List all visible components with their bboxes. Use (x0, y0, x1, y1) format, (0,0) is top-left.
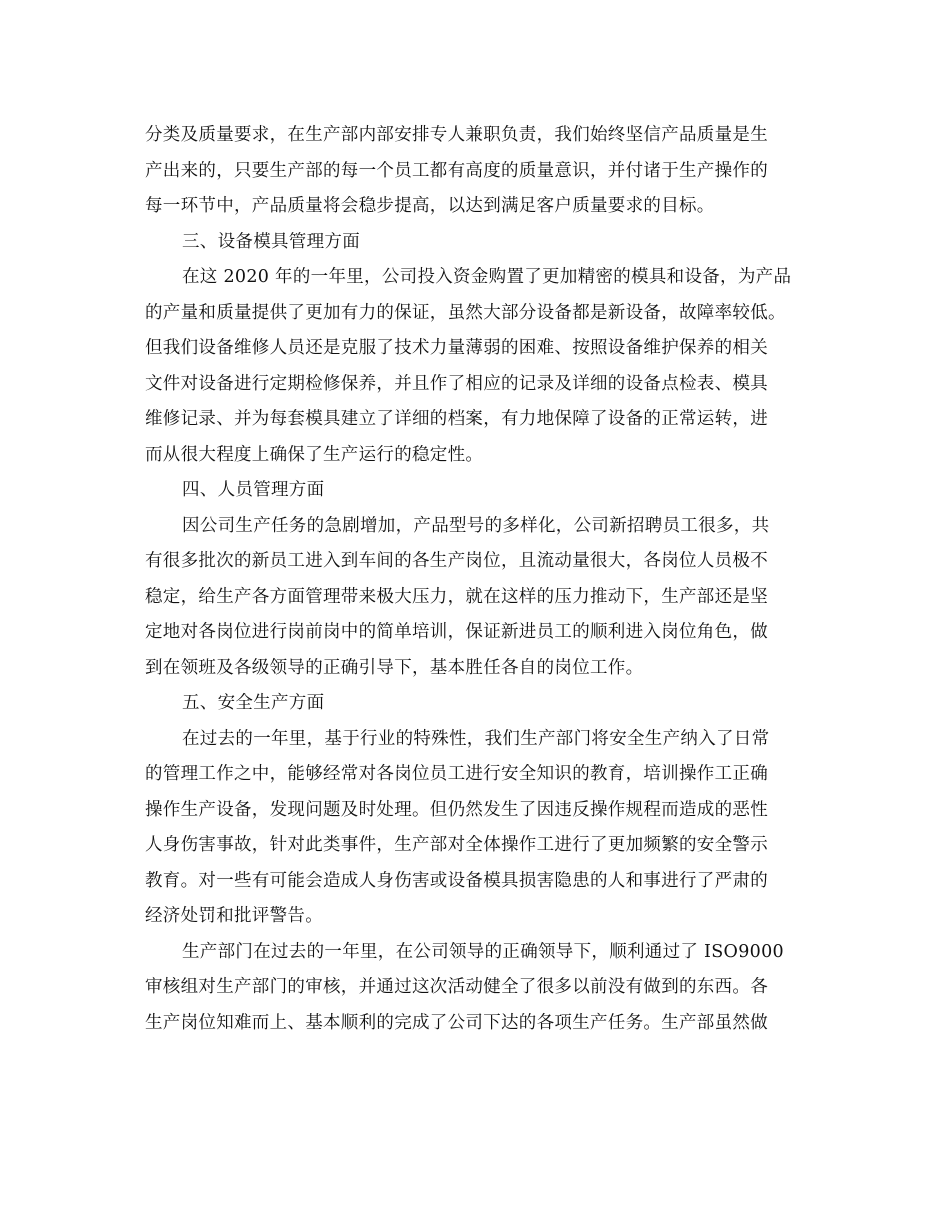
section-heading-safety (145, 686, 810, 722)
text-line: 每一环节中，产品质量将会稳步提高，以达到满足客户质量要求的目标。 (145, 196, 715, 216)
text-line: 审核组对生产部门的审核，并通过这次活动健全了很多以前没有做到的东西。各 (145, 977, 768, 997)
text-line: 维修记录、并为每套模具建立了详细的档案，有力地保障了设备的正常运转，进 (145, 409, 768, 429)
text-line: 生产岗位知难而上、基本顺利的完成了公司下达的各项生产任务。生产部虽然做 (145, 1012, 768, 1033)
text-line: 分类及质量要求，在生产部内部安排专人兼职负责，我们始终坚信产品质量是生 (145, 125, 768, 145)
text-line: 在过去的一年里，基于行业的特殊性，我们生产部门将安全生产纳入了日常 (182, 728, 770, 749)
section-heading-equipment (145, 225, 810, 261)
paragraph-quality-continuation (145, 118, 810, 225)
text-line: 产出来的，只要生产部的每一个员工都有高度的质量意识，并付诸于生产操作的 (145, 160, 768, 181)
text-line: 人身伤害事故，针对此类事件，生产部对全体操作工进行了更加频繁的安全警示 (145, 835, 768, 855)
text-line: 教育。对一些有可能会造成人身伤害或设备模具损害隐患的人和事进行了严肃的 (145, 870, 768, 891)
paragraph-equipment (145, 260, 810, 473)
section-heading-text: 四、人员管理方面 (182, 480, 325, 500)
text-line: 在这 2020 年的一年里，公司投入资金购置了更加精密的模具和设备，为产品 (182, 267, 792, 287)
document-body (145, 118, 810, 1041)
text-line: 因公司生产任务的急剧增加，产品型号的多样化，公司新招聘员工很多，共 (182, 515, 770, 536)
text-line: 稳定，给生产各方面管理带来极大压力，就在这样的压力推动下，生产部还是坚 (145, 586, 768, 607)
text-line: 的产量和质量提供了更加有力的保证，虽然大部分设备都是新设备，故障率较低。 (145, 302, 786, 323)
section-heading-text: 三、设备模具管理方面 (182, 231, 360, 252)
text-line: 经济处罚和批评警告。 (145, 906, 323, 926)
text-line: 但我们设备维修人员还是克服了技术力量薄弱的困难、按照设备维护保养的相关 (145, 338, 768, 358)
section-heading-personnel (145, 473, 810, 509)
section-heading-text: 五、安全生产方面 (182, 693, 325, 713)
text-line: 的管理工作之中，能够经常对各岗位员工进行安全知识的教育，培训操作工正确 (145, 764, 768, 784)
paragraph-personnel (145, 509, 810, 687)
paragraph-summary (145, 935, 810, 1042)
text-line: 文件对设备进行定期检修保养，并且作了相应的记录及详细的设备点检表、模具 (145, 373, 768, 394)
text-line: 到在领班及各级领导的正确引导下，基本胜任各自的岗位工作。 (145, 657, 644, 678)
text-line: 定地对各岗位进行岗前岗中的简单培训，保证新进员工的顺利进入岗位角色，做 (145, 622, 768, 642)
text-line: 有很多批次的新员工进入到车间的各生产岗位，且流动量很大，各岗位人员极不 (145, 551, 768, 571)
text-line: 操作生产设备，发现问题及时处理。但仍然发生了因违反操作规程而造成的恶性 (145, 799, 768, 820)
text-line: 生产部门在过去的一年里，在公司领导的正确领导下，顺利通过了 ISO9000 (182, 941, 784, 962)
text-line: 而从很大程度上确保了生产运行的稳定性。 (145, 444, 484, 465)
paragraph-safety (145, 722, 810, 935)
